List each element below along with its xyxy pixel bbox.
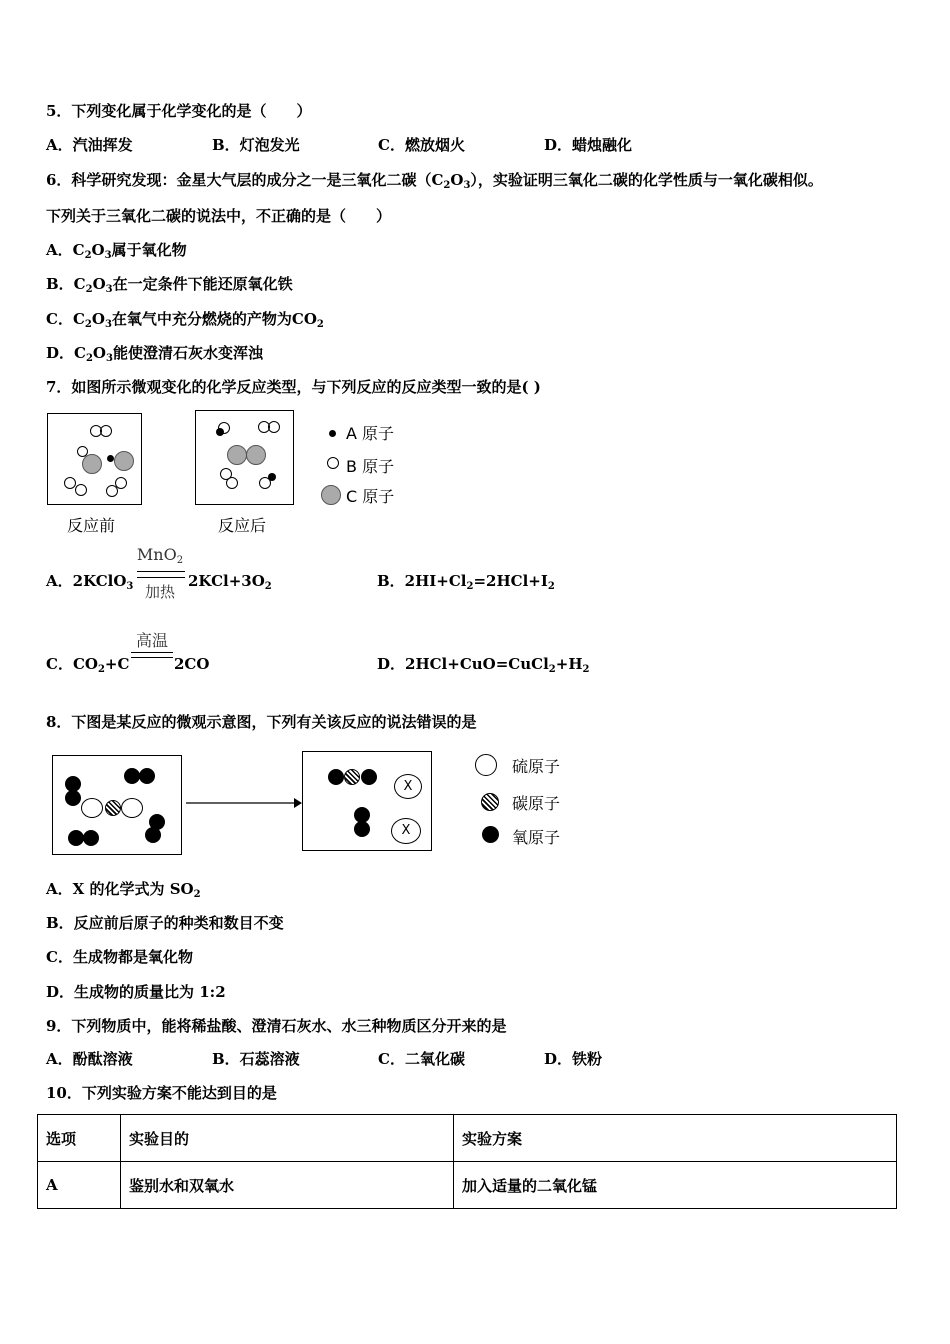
q5-option-d: D．蜡烛融化 <box>544 136 633 154</box>
q7-legend-a: A 原子 <box>346 424 395 443</box>
legend-a-atom-icon <box>329 430 336 437</box>
q8-stem: 8．下图是某反应的微观示意图，下列有关该反应的说法错误的是 <box>46 713 477 731</box>
legend-c-atom-icon <box>321 485 341 505</box>
q7-option-d: D．$2HCl+CuO=CuCl_2+H_2$ <box>377 655 590 675</box>
q5-stem: 5．下列变化属于化学变化的是（ ） <box>46 102 312 120</box>
q8-legend-carbon: 碳原子 <box>512 794 561 813</box>
o-atom <box>328 769 344 785</box>
q7-option-b: B．$2HI+Cl_2=2HCl+I_2$ <box>377 572 555 592</box>
legend-b-atom-icon <box>327 457 339 469</box>
c-atom <box>246 445 266 465</box>
q7-option-a-catalyst: MnO$_2$ <box>136 545 184 566</box>
c-atom <box>105 800 121 816</box>
o-atom <box>145 827 161 843</box>
b-atom <box>64 477 76 489</box>
x-molecule: X <box>391 818 421 844</box>
legend-carbon-icon <box>481 793 499 811</box>
o-atom <box>65 790 81 806</box>
o-atom <box>83 830 99 846</box>
q9-option-c: C．二氧化碳 <box>378 1050 465 1068</box>
q6-option-d: D．$C_2O_3$能使澄清石灰水变浑浊 <box>46 344 263 364</box>
table-row <box>38 1162 897 1209</box>
o-atom <box>361 769 377 785</box>
o-atom <box>139 768 155 784</box>
b-atom <box>75 484 87 496</box>
cell-option: A <box>38 1162 121 1209</box>
q9-option-b: B．石蕊溶液 <box>212 1050 300 1068</box>
equals-sign <box>131 652 173 658</box>
q7-option-a-reactant: A．2KClO$_3$ <box>46 572 134 592</box>
c-atom <box>82 454 102 474</box>
q7-option-c-condition: 高温 <box>135 631 168 650</box>
header-option: 选项 <box>38 1115 121 1162</box>
q7-option-c-product: 2CO <box>174 655 210 673</box>
legend-sulfur-icon <box>475 754 497 776</box>
cell-plan: 加入适量的二氧化锰 <box>454 1162 897 1209</box>
b-atom <box>100 425 112 437</box>
q9-stem: 9．下列物质中，能将稀盐酸、澄清石灰水、水三种物质区分开来的是 <box>46 1017 507 1035</box>
x-molecule: X <box>394 774 422 799</box>
b-atom <box>268 421 280 433</box>
q8-option-c: C．生成物都是氧化物 <box>46 948 193 966</box>
header-purpose: 实验目的 <box>121 1115 454 1162</box>
cell-purpose: 鉴别水和双氧水 <box>121 1162 454 1209</box>
q8-option-b: B．反应前后原子的种类和数目不变 <box>46 914 284 932</box>
q8-legend-sulfur: 硫原子 <box>512 757 561 776</box>
c-atom <box>114 451 134 471</box>
reaction-arrow <box>186 796 302 810</box>
q7-option-a-heat: 加热 <box>144 583 175 601</box>
q5-option-b: B．灯泡发光 <box>212 136 300 154</box>
q8-after-box <box>302 751 432 851</box>
q8-legend-oxygen: 氧原子 <box>512 828 561 847</box>
o-atom <box>354 821 370 837</box>
b-atom <box>106 485 118 497</box>
q6-option-c: C．$C_2O_3$在氧气中充分燃烧的产物为$CO_2$ <box>46 310 324 330</box>
q8-option-a: A．X 的化学式为 $SO_2$ <box>46 880 201 900</box>
q9-option-a: A．酚酞溶液 <box>46 1050 133 1068</box>
q7-legend-c: C 原子 <box>346 487 395 506</box>
header-plan: 实验方案 <box>454 1115 897 1162</box>
q5-option-c: C．燃放烟火 <box>378 136 465 154</box>
q10-table <box>37 1114 897 1209</box>
q6-stem-line2: 下列关于三氧化二碳的说法中，不正确的是（ ） <box>46 207 392 225</box>
q7-caption-after: 反应后 <box>218 516 267 535</box>
q10-stem: 10．下列实验方案不能达到目的是 <box>46 1084 277 1102</box>
q9-option-d: D．铁粉 <box>544 1050 603 1068</box>
q6-option-a: A．$C_2O_3$属于氧化物 <box>46 241 187 261</box>
q7-legend-b: B 原子 <box>346 457 395 476</box>
q6-option-b: B．$C_2O_3$在一定条件下能还原氧化铁 <box>46 275 293 295</box>
b-atom <box>226 477 238 489</box>
q7-before-box <box>47 413 142 505</box>
q8-option-d: D．生成物的质量比为 1:2 <box>46 983 226 1001</box>
o-atom <box>68 830 84 846</box>
q8-before-box <box>52 755 182 855</box>
s-atom <box>81 798 103 818</box>
a-atom <box>216 428 224 436</box>
q7-caption-before: 反应前 <box>67 516 116 535</box>
q7-stem: 7．如图所示微观变化的化学反应类型，与下列反应的反应类型一致的是( ) <box>46 378 541 396</box>
s-atom <box>121 798 143 818</box>
legend-oxygen-icon <box>482 826 499 843</box>
a-atom <box>268 473 276 481</box>
c-atom <box>344 769 360 785</box>
c-atom <box>227 445 247 465</box>
a-atom <box>107 455 114 462</box>
q6-stem: 6．科学研究发现：金星大气层的成分之一是三氧化二碳$(C_2O_3)$，实验证明三氧化二碳的化学性质与一氧化碳相似。 <box>46 171 823 191</box>
table-header-row <box>38 1115 897 1162</box>
o-atom <box>124 768 140 784</box>
q7-option-c-reactants: C．$CO_2+C$ <box>46 655 130 675</box>
q7-after-box <box>195 410 294 505</box>
q7-option-a-product: $2KCl+3O_2$ <box>188 572 272 592</box>
equals-sign <box>137 571 185 578</box>
q5-option-a: A．汽油挥发 <box>46 136 133 154</box>
